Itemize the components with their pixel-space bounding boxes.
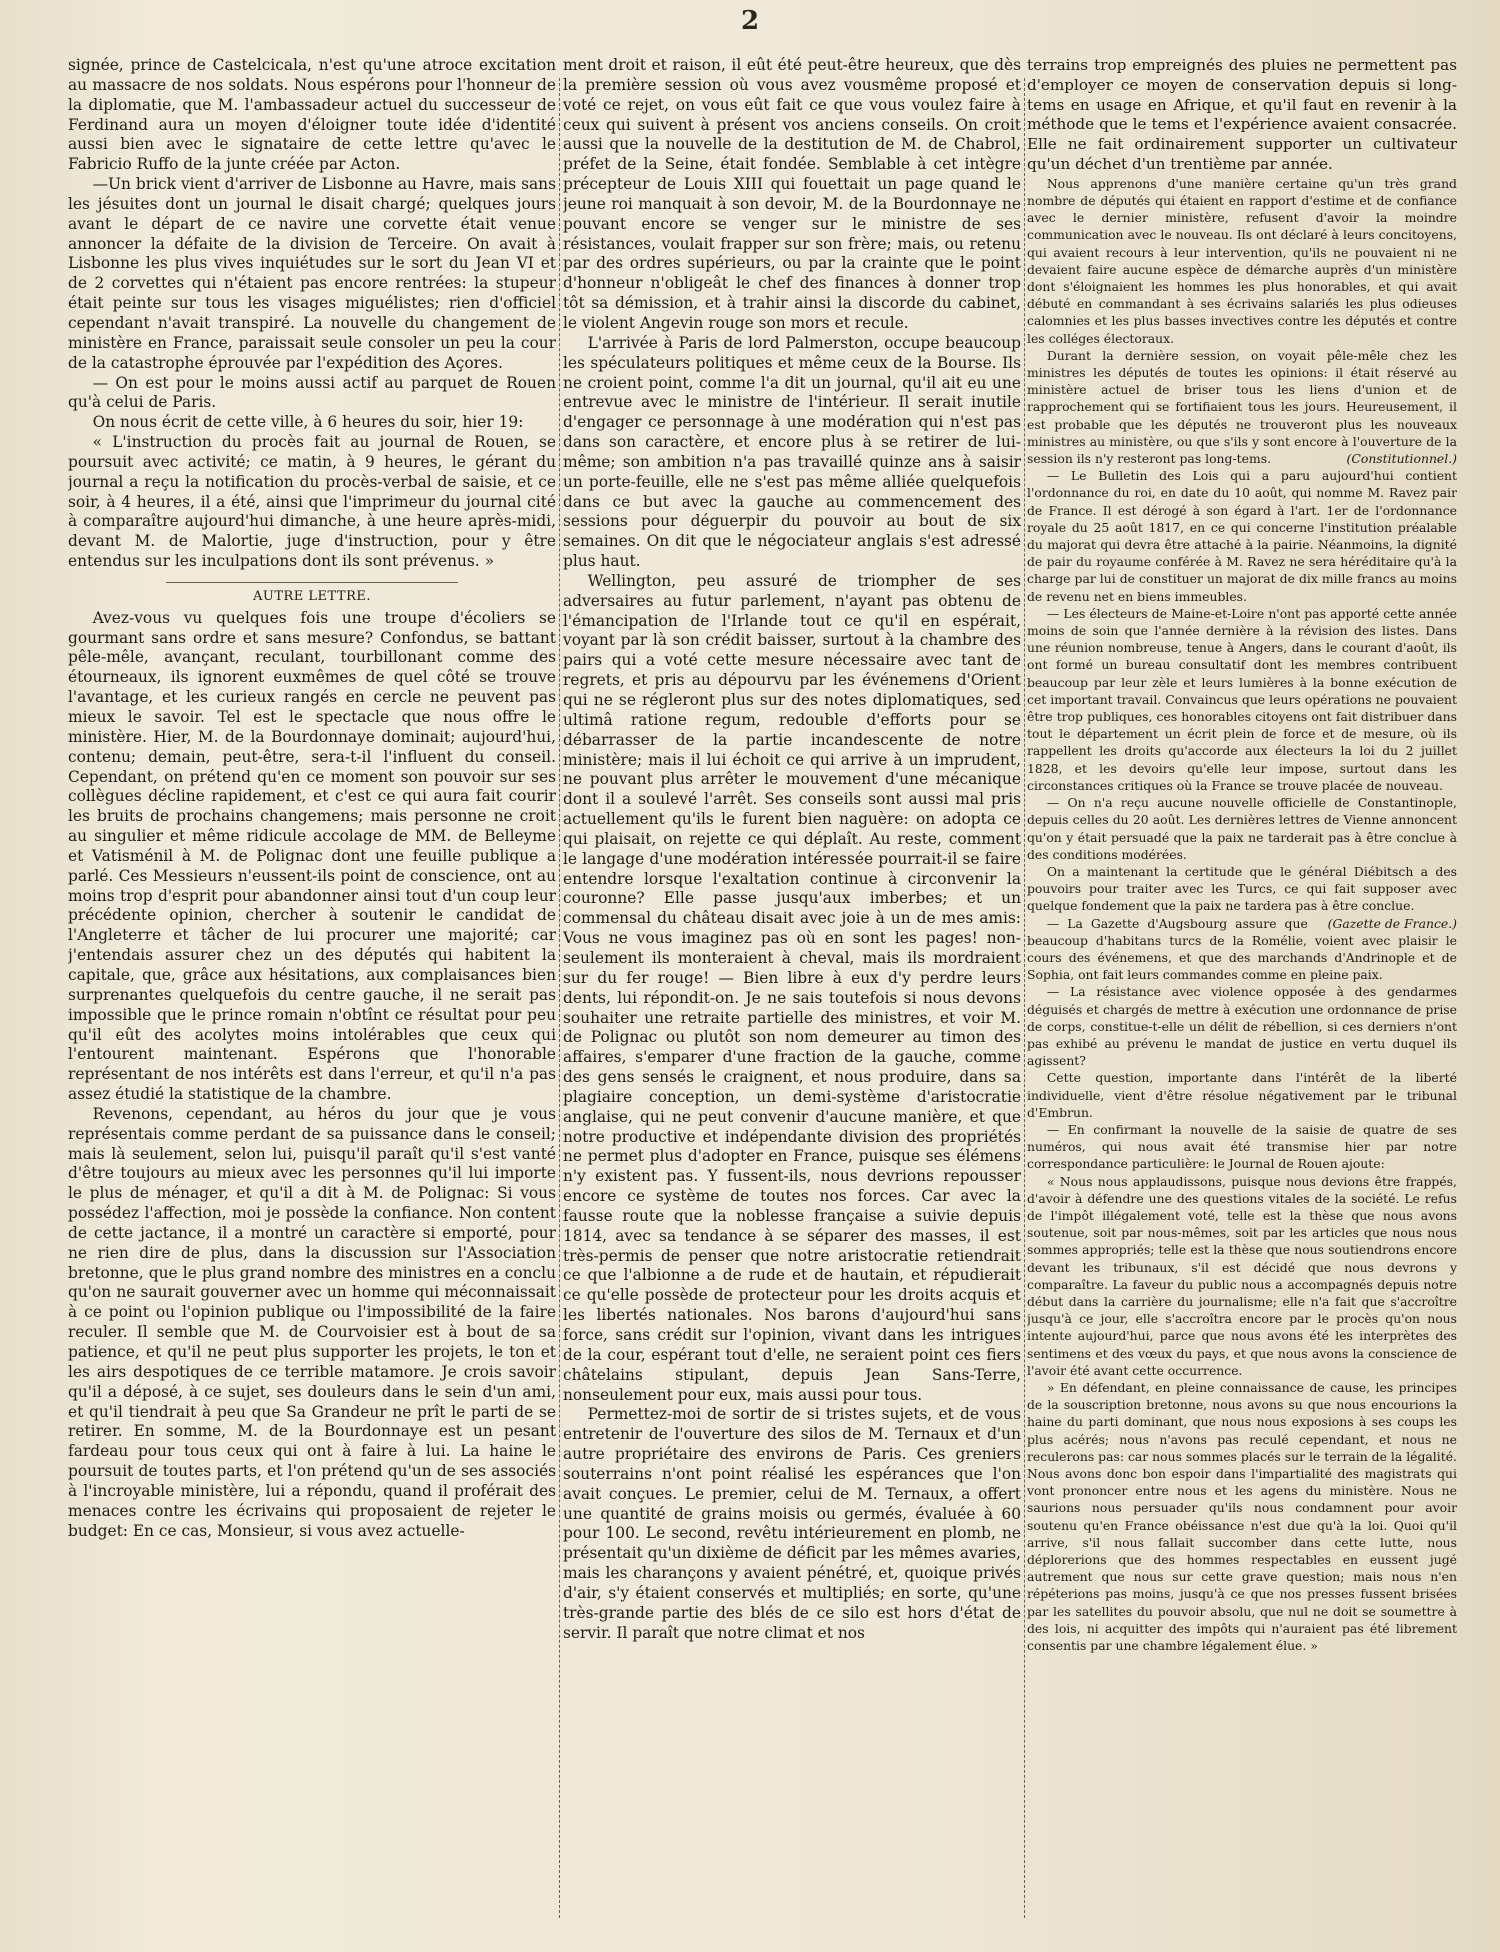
paragraph: signée, prince de Castelcicala, n'est qu'une atroce excitation au massacre de nos soldats. Nous espérons pour l'honneur de la diplomatie, que M. l'ambassadeur actuel du successeur de Ferdinand aura un moyen d'éloigner toute idée d'identité aussi bien avec le signataire de cette lettre qu'avec le Fabricio Ruffo de la junte créée par Acton.: [68, 56, 556, 174]
paragraph: — La Gazette d'Augsbourg assure que beaucoup d'habitans turcs de la Romélie, voient avec plaisir le cours des événemens, et que des marchands d'Andrinople et de Sophia, ont fait leurs commandes comme en pleine paix.: [1027, 915, 1457, 983]
paragraph: — Le Bulletin des Lois qui a paru aujourd'hui contient l'ordonnance du roi, en date du 10 août, qui nomme M. Ravez pair de France. Il est dérogé à son égard à l'art. 1er de l'ordonnance royale du 25 août 1817, en ce qui concerne l'institution préalable du majorat qui devra être attaché à la pairie. Néanmoins, la dignité de pair du royaume conférée à M. Ravez ne sera héréditaire qu'à la charge par lui de constituer un majorat de dix mille francs au moins de revenu net en biens immeubles.: [1027, 468, 1457, 604]
paragraph: Avez-vous vu quelques fois une troupe d'écoliers se gourmant sans ordre et sans mesure? Confondus, se battant pêle-mêle, avançant, reculant, tourbillonant comme des étourneaux, ils ignorent euxmêmes de quel côté se trouve l'avantage, et les curieux rangés en cercle ne peuvent pas mieux le savoir. Tel est le spectacle que nous offre le ministère. Hier, M. de la Bourdonnaye dominait; aujourd'hui, contenu; demain, peut-être, sera-t-il l'influent du conseil. Cependant, on prétend qu'en ce moment son pouvoir sur ses collègues décline rapidement, et c'est ce qui aura fait courir les bruits de prochains changemens; mais personne ne croit au singulier et même ridicule accolage de MM. de Belleyme et Vatisménil à M. de Polignac dont une feuille publique a parlé. Ces Messieurs n'eussent-ils point de conscience, ont au moins trop d'esprit pour abandonner ainsi tout d'un coup leur précédente opinion, chercher à soutenir le candidat de l'Angleterre et tâcher de lui procurer une majorité; car j'entendais assurer chez un des députés qui habitent la capitale, que, grâce aux hésitations, aux complaisances bien surprenantes quelquefois du centre gauche, il ne serait pas impossible que le prince romain n'obtînt ce résultat pour peu qu'il eût des acolytes moins intolérables que ceux qui l'entourent maintenant. Espérons que l'honorable représentant de nos intérêts est dans l'erreur, et qu'il n'a pas assez étudié la statistique de la chambre.: [68, 608, 556, 1104]
paragraph: [1027, 863, 1457, 931]
column-3: [1027, 56, 1457, 1916]
paragraph: » En défendant, en pleine connaissance de cause, les principes de la souscription bretonne, nous avons su que nous encourions la haine du parti dominant, que nous nous exposions à ses coups les plus acérés; nous n'avons pas reculé cependant, et nous ne reculerons pas: car nous sommes placés sur le terrain de la légalité. Nous avons donc bon espoir dans l'impartialité des magistrats qui vont prononcer entre nous et les agens du ministère. Nous ne saurions nous persuader qu'ils nous condamnent pour avoir soutenu qu'en France obéissance n'est due qu'à la loi. Quoi qu'il arrive, s'il nous fallait succomber dans cette lutte, nous déplorerions que des hommes respectables en eussent jugé autrement que nous sur cette grave question; mais nous n'en répéterions pas moins, jusqu'à ce que nos presses fussent brisées par les satellites du pouvoir absolu, que nul ne doit se soumettre à des lois, ni acquitter des impôts qui n'auraient pas été librement consentis par une chambre légalement élue. »: [1027, 1380, 1457, 1654]
column-separator-1: [559, 78, 560, 1918]
paragraph: Permettez-moi de sortir de si tristes sujets, et de vous entretenir de l'ouverture des silos de M. Ternaux et d'un autre propriétaire des environs de Paris. Ces greniers souterrains n'ont point réalisé les espérances que l'on avait conçues. Le premier, celui de M. Ternaux, a offert une quantité de grains moisis ou germés, évaluée à 60 pour 100. Le second, revêtu intérieurement en plomb, ne présentait qu'un dixième de déficit par les mêmes avaries, mais les charançons y avaient pénétré, et, quoique privés d'air, s'y étaient conservés et multipliés; en sorte, qu'une très-grande partie des blés de ce silo est hors d'état de servir. Il paraît que notre climat et nos: [563, 1405, 1021, 1642]
source-citation: (Constitutionnel.): [1346, 451, 1457, 467]
paragraph: Revenons, cependant, au héros du jour que je vous représentais comme perdant de sa puissance dans le conseil; mais là seulement, selon lui, puisqu'il paraît qu'il s'est vanté d'être toujours au mieux avec les personnes qu'il lui importe le plus de ménager, et qu'il a dit à M. de Polignac: Si vous possédez l'affection, moi je possède la confiance. Non content de cette jactance, il a montré un caractère si emporté, pour ne rien dire de plus, dans la discussion sur l'Association bretonne, que le plus grand nombre des ministres en a conclu qu'on ne saurait gouverner avec un homme qui méconnaissait à ce point ou l'opinion publique ou l'impossibilité de la faire reculer. Il semble que M. de Courvoisier est à bout de sa patience, et qu'il ne peut plus supporter les projets, le ton et les airs despotiques de ce terrible matamore. Je crois savoir qu'il a déposé, à ce sujet, ses douleurs dans le sein d'un ami, et qu'il tiendrait à peu que Sa Grandeur ne prît le parti de se retirer. En somme, M. de la Bourdonnaye est un pesant fardeau pour tous ceux qui ont à faire à lui. La haine le poursuit de toutes parts, et l'on prétend qu'un de ses associés à l'incroyable ministère, lui a répondu, quand il proférait des menaces contre les écrivains qui proposaient de rejeter le budget: En ce cas, Monsieur, si vous avez actuelle-: [68, 1104, 556, 1540]
paragraph: — La résistance avec violence opposée à des gendarmes déguisés et chargés de mettre à exécution une ordonnance de prise de corps, constitue-t-elle un délit de rébellion, si ces derniers n'ont pas exhibé au prévenu le mandat de justice en vertu duquel ils agissent?: [1027, 984, 1457, 1069]
source-citation: (Gazette de France.): [1327, 915, 1457, 931]
paragraph: « Nous nous applaudissons, puisque nous devions être frappés, d'avoir à défendre une des questions vitales de la société. Le refus de l'impôt illégalement voté, telle est la thèse que nous avons soutenue, soit par nous-mêmes, soit par les articles que nous nous sommes appropriés; telle est la thèse que nous soutiendrons encore devant les tribunaux, s'il est décidé que nous devrons y comparaître. La faveur du public nous a accompagnés depuis notre début dans la carrière du journalisme; elle n'a fait que s'accroître jusqu'à ce jour, elle s'accroîtra encore par le procès qu'on nous intente aujourd'hui, parce que nous avons été les interprètes des sentimens et des vœux du pays, et que nous avons la conscience de l'avoir été avant cette occurrence.: [1027, 1173, 1457, 1378]
paragraph: Cette question, importante dans l'intérêt de la liberté individuelle, vient d'être résolue négativement par le tribunal d'Embrun.: [1027, 1070, 1457, 1120]
paragraph: On nous écrit de cette ville, à 6 heures du soir, hier 19:: [92, 413, 524, 432]
paragraph: — En confirmant la nouvelle de la saisie de quatre de ses numéros, qui nous avait été transmise hier par notre correspondance particulière: le Journal de Rouen ajoute:: [1027, 1121, 1457, 1172]
paragraph: L'arrivée à Paris de lord Palmerston, occupe beaucoup les spéculateurs politiques et même ceux de la Bourse. Ils ne croient point, comme l'a dit un journal, qu'il ait eu une entrevue avec le ministre de l'intérieur. Il serait inutile d'engager ce personnage à une modération qui n'est pas dans son caractère, et encore plus à se retirer de lui-même; son ambition n'a pas travaillé quinze ans à saisir un porte-feuille, elle ne s'est pas même alliée quelquefois dans ce but avec la gauche au commencement des sessions pour déguerpir du pouvoir au bout de six semaines. On dit que le négociateur anglais s'est adressé plus haut.: [563, 333, 1021, 571]
column-2: [563, 56, 1021, 1916]
paragraph: — On n'a reçu aucune nouvelle officielle de Constantinople, depuis celles du 20 août. Les dernières lettres de Vienne annoncent qu'on y était persuadé que la paix ne tarderait pas à être conclue à des conditions modérées.: [1027, 795, 1457, 862]
column-1: [68, 56, 556, 1916]
column-separator-2: [1024, 78, 1025, 1918]
section-heading: AUTRE LETTRE.: [166, 582, 459, 607]
page-number: 2: [740, 6, 760, 36]
paragraph: terrains trop empreignés des pluies ne permettent pas d'employer ce moyen de conservation depuis si long-tems en usage en Afrique, et qu'il faut en revenir à la méthode que le tems et l'expérience avaient consacrée. Elle ne fait ordinairement supporter un cultivateur qu'un déchet d'un trentième par année.: [1027, 56, 1457, 173]
paragraph: — Les électeurs de Maine-et-Loire n'ont pas apporté cette année moins de soin que l'année dernière à la révision des listes. Dans une réunion nombreuse, tenue à Angers, dans le courant d'août, ils ont formé un bureau consultatif dont les membres contribuent beaucoup par leur zèle et leurs lumières à la bonne exécution de cet important travail. Convaincus que leurs opérations ne pouvaient être trop publiques, ces honorables citoyens ont fait distribuer dans tout le département un écrit plein de force et de mesure, où ils rappellent les droits qu'accorde aux électeurs la loi du 2 juillet 1828, et les devoirs qu'elle leur impose, surtout dans les circonstances critiques où la France se trouve placée de nouveau.: [1027, 605, 1457, 793]
paragraph: Nous apprenons d'une manière certaine qu'un très grand nombre de députés qui étaient en rapport d'estime et de confiance avec le dernier ministère, refusent d'avoir la moindre communication avec le nouveau. Ils ont déclaré à leurs concitoyens, qui avaient recours à leur intervention, qu'ils ne pouvaient ni ne devaient faire aucune espèce de démarche auprès d'un ministère dont s'éloignaient les hommes les plus honorables, et qui avait débuté en commandant à ses écrivains salariés les plus odieuses calomnies et les plus basses invectives contre les députés et contre les colléges électoraux.: [1027, 175, 1457, 346]
paragraph: [1027, 347, 1457, 467]
paragraph-text: Durant la dernière session, on voyait pêle-mêle chez les ministres les députés de toutes les opinions: il était réservé au ministère actuel de briser tous les liens d'union et de rapprochement qui se fortifiaient tous les jours. Heureusement, il est probable que les députés ne trouveront plus les nouveaux ministres au ministère, ou que s'ils y sont encore à l'ouverture de la session ils n'y resteront pas long-tems.: [1027, 347, 1457, 467]
paragraph: — On est pour le moins aussi actif au parquet de Rouen qu'à celui de Paris.: [68, 373, 556, 412]
paragraph: ment droit et raison, il eût été peut-être heureux, que dès la première session où vous avez vousmême proposé et voté ce rejet, on vous eût fait ce que vous voulez faire à ceux qui suivent à présent vos anciens conseils. On croit aussi que la nouvelle de la destitution de M. de Chabrol, préfet de la Seine, était fondée. Semblable à cet intègre précepteur de Louis XIII qui fouettait un page quand le jeune roi manquait à son devoir, M. de la Bourdonnaye ne pouvant encore se venger sur le ministre de ses résistances, voulait frapper sur son frère; mais, ou retenu par des ordres supérieurs, ou par la crainte que le point d'honneur n'obligeât le chef des finances à donner trop tôt sa démission, et à trahir ainsi la discorde du cabinet, le violent Angevin rouge son mors et recule.: [563, 56, 1021, 332]
paragraph: « L'instruction du procès fait au journal de Rouen, se poursuit avec activité; ce matin, à 9 heures, le gérant du journal a reçu la notification du procès-verbal de saisie, et ce soir, à 4 heures, il a été, ainsi que l'imprimeur du journal cité à comparaître aujourd'hui dimanche, à une heure après-midi, devant M. de Malortie, juge d'instruction, pour y être entendus sur les inculpations dont ils sont prévenus. »: [68, 433, 556, 571]
paragraph-text: On a maintenant la certitude que le général Diébitsch a des pouvoirs pour traiter avec les Turcs, ce qui fait supposer avec quelque fondement que la paix ne tardera pas à être conclue.: [1027, 863, 1457, 914]
paragraph: Wellington, peu assuré de triompher de ses adversaires au futur parlement, n'ayant pas obtenu de l'émancipation de l'Irlande tout ce qu'il en espérait, voyant par là son crédit baisser, surtout à la chambre des pairs qui a voté cette mesure nécessaire avec tant de regrets, et pris au dépourvu par les événemens d'Orient qui ne se régleront plus sur des notes diplomatiques, sed ultimâ ratione regum, redouble d'efforts pour se débarrasser de la partie incandescente de notre ministère; mais il lui échoit ce qui arrive à un imprudent, ne pouvant plus arrêter le mouvement d'une mécanique dont il a soulevé l'arrêt. Ses conseils sont aussi mal pris actuellement qu'ils le furent bien naguère: on adopta ce qui plaisait, on rejette ce qui déplaît. Au reste, comment le langage d'une modération intéressée pourrait-il se faire entendre lorsque l'exaltation continue à circonvenir la couronne? Elle passe jusqu'aux imberbes; et un commensal du château disait avec joie à un de mes amis: Vous ne vous imaginez pas où en sont les pages! non-seulement ils monteraient à cheval, mais ils mordraient sur du fer rouge! — Bien libre à eux d'y perdre leurs dents, lui répondit-on. Je ne sais toutefois si nous devons souhaiter une retraite partielle des ministres, et voir M. de Polignac ou plutôt son nom demeurer au timon des affaires, s'emparer d'une fraction de la gauche, comme des gens sensés le craignent, et nous produire, dans sa plagiaire conception, un demi-système d'aristocratie anglaise, qui ne peut convenir d'aucune manière, et que notre productive et indépendante division des propriétés ne permet plus d'adopter en France, puisque ses élémens n'y existent pas. Y fussent-ils, nous devrions repousser encore ce système de toutes nos forces. Car avec la fausse route que la noblesse française a suivie depuis 1814, avec sa tendance à se séparer des masses, il est très-permis de penser que notre aristocratie retiendrait ce que l'albionne a de rude et de hautain, et répudierait ce qu'elle possède de protecteur pour les droits acquis et les libertés nationales. Nos barons d'aujourd'hui sans force, sans crédit sur l'opinion, vivant dans les intrigues de la cour, espérant tout d'elle, ne seraient point ces fiers châtelains stipulant, depuis Jean Sans-Terre, nonseulement pour eux, mais aussi pour tous.: [563, 571, 1021, 1404]
paragraph: —Un brick vient d'arriver de Lisbonne au Havre, mais sans les jésuites dont un journal le disait chargé; quelques jours avant le départ de ce navire une corvette était venue annoncer la défaite de la division de Terceire. On avait à Lisbonne les plus vives inquiétudes sur le sort du Jean VI et de 2 corvettes qui n'étaient pas encore rentrées: la stupeur était peinte sur tous les visages miguélistes; rien d'officiel cependant n'avait transpiré. La nouvelle du changement de ministère en France, paraissait seule consoler un peu la cour de la catastrophe éprouvée par l'expédition des Açores.: [68, 175, 556, 372]
